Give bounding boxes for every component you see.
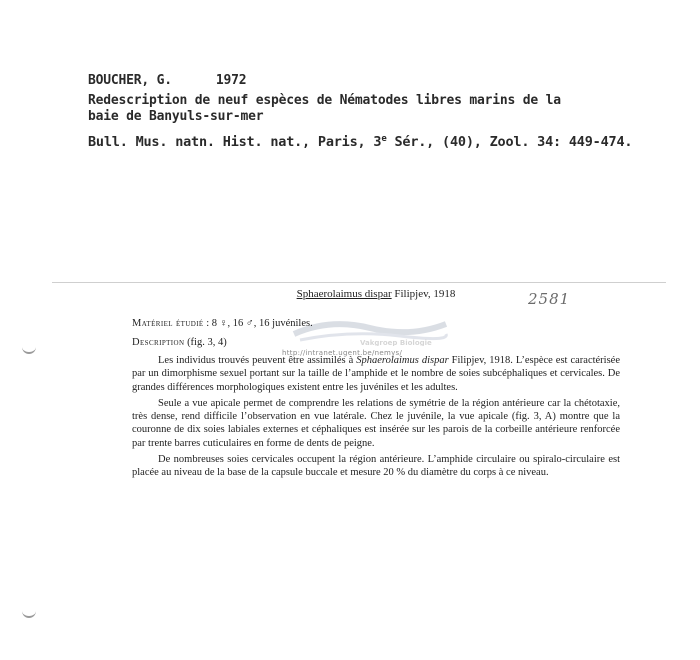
punch-hole-upper	[22, 344, 36, 354]
reference-title-line-2: baie de Banyuls-sur-mer	[88, 109, 264, 124]
watermark-url: http://intranet.ugent.be/nemys/	[282, 349, 403, 357]
paragraph-1-start: Les individus trouvés peuvent être assimilés à	[158, 355, 357, 366]
material-label: Matériel étudié	[132, 318, 204, 329]
author-line	[88, 72, 688, 89]
publication-year: 1972	[215, 73, 247, 88]
handwritten-number: 2581	[528, 290, 571, 308]
paragraph-1-species: Sphaerolaimus dispar	[356, 355, 449, 366]
paragraph-2: Seule a vue apicale permet de comprendre les relations de symétrie de la région antérieure car la chétotaxie, très dense, rend difficile l’observation en vue latérale. Chez le juvénile, la vue apicale (fig. 3, A) montre que la couronne de dix soies labiales externes et céphaliques est insérée sur les parois de la corbeille antérieure renforcée par trente barres cuticulaires en forme de dents de peigne.	[132, 397, 620, 449]
bulletin-suffix: Sér., (40), Zool. 34: 449-474.	[386, 134, 633, 150]
article-clipping	[132, 288, 620, 483]
bulletin-prefix: Bull. Mus. natn. Hist. nat., Paris, 3	[88, 134, 382, 150]
species-name: Sphaerolaimus dispar	[296, 288, 392, 300]
paragraph-1	[132, 354, 620, 394]
reference-title-line-1: Redescription de neuf espèces de Nématodes libres marins de la	[88, 93, 561, 108]
species-heading	[132, 288, 620, 300]
paragraph-3: De nombreuses soies cervicales occupent la région antérieure. L’amphide circulaire ou spiralo-circulaire est placée au niveau de la base de la capsule buccale et mesure 20 % du diamètre du corps à ce niveau.	[132, 454, 620, 479]
material-studied-line	[132, 316, 620, 331]
description-line	[132, 335, 620, 350]
watermark-caption: Vakgroep Biologie	[360, 339, 432, 346]
series-superscript: e	[381, 134, 387, 144]
author-name: BOUCHER, G.	[88, 73, 172, 88]
bulletin-citation	[88, 131, 688, 151]
clipping-edge-line	[52, 282, 666, 283]
material-value: : 8 ♀, 16 ♂, 16 juvéniles.	[203, 318, 313, 329]
species-authority: Filipjev, 1918	[391, 288, 456, 300]
description-figure-ref: (fig. 3, 4)	[184, 337, 227, 348]
reference-card	[88, 72, 688, 151]
paragraph-1-rest: Filipjev, 1918. L’espèce est caractérisée par un dimorphisme sexuel portant sur la taille de l’amphide et le nombre de soies subcéphaliques et cervicales. De grandes différences morphologiques existent entre les juvéniles et les adultes.	[132, 355, 621, 393]
punch-hole-lower	[22, 608, 36, 618]
description-label: Description	[132, 337, 185, 348]
